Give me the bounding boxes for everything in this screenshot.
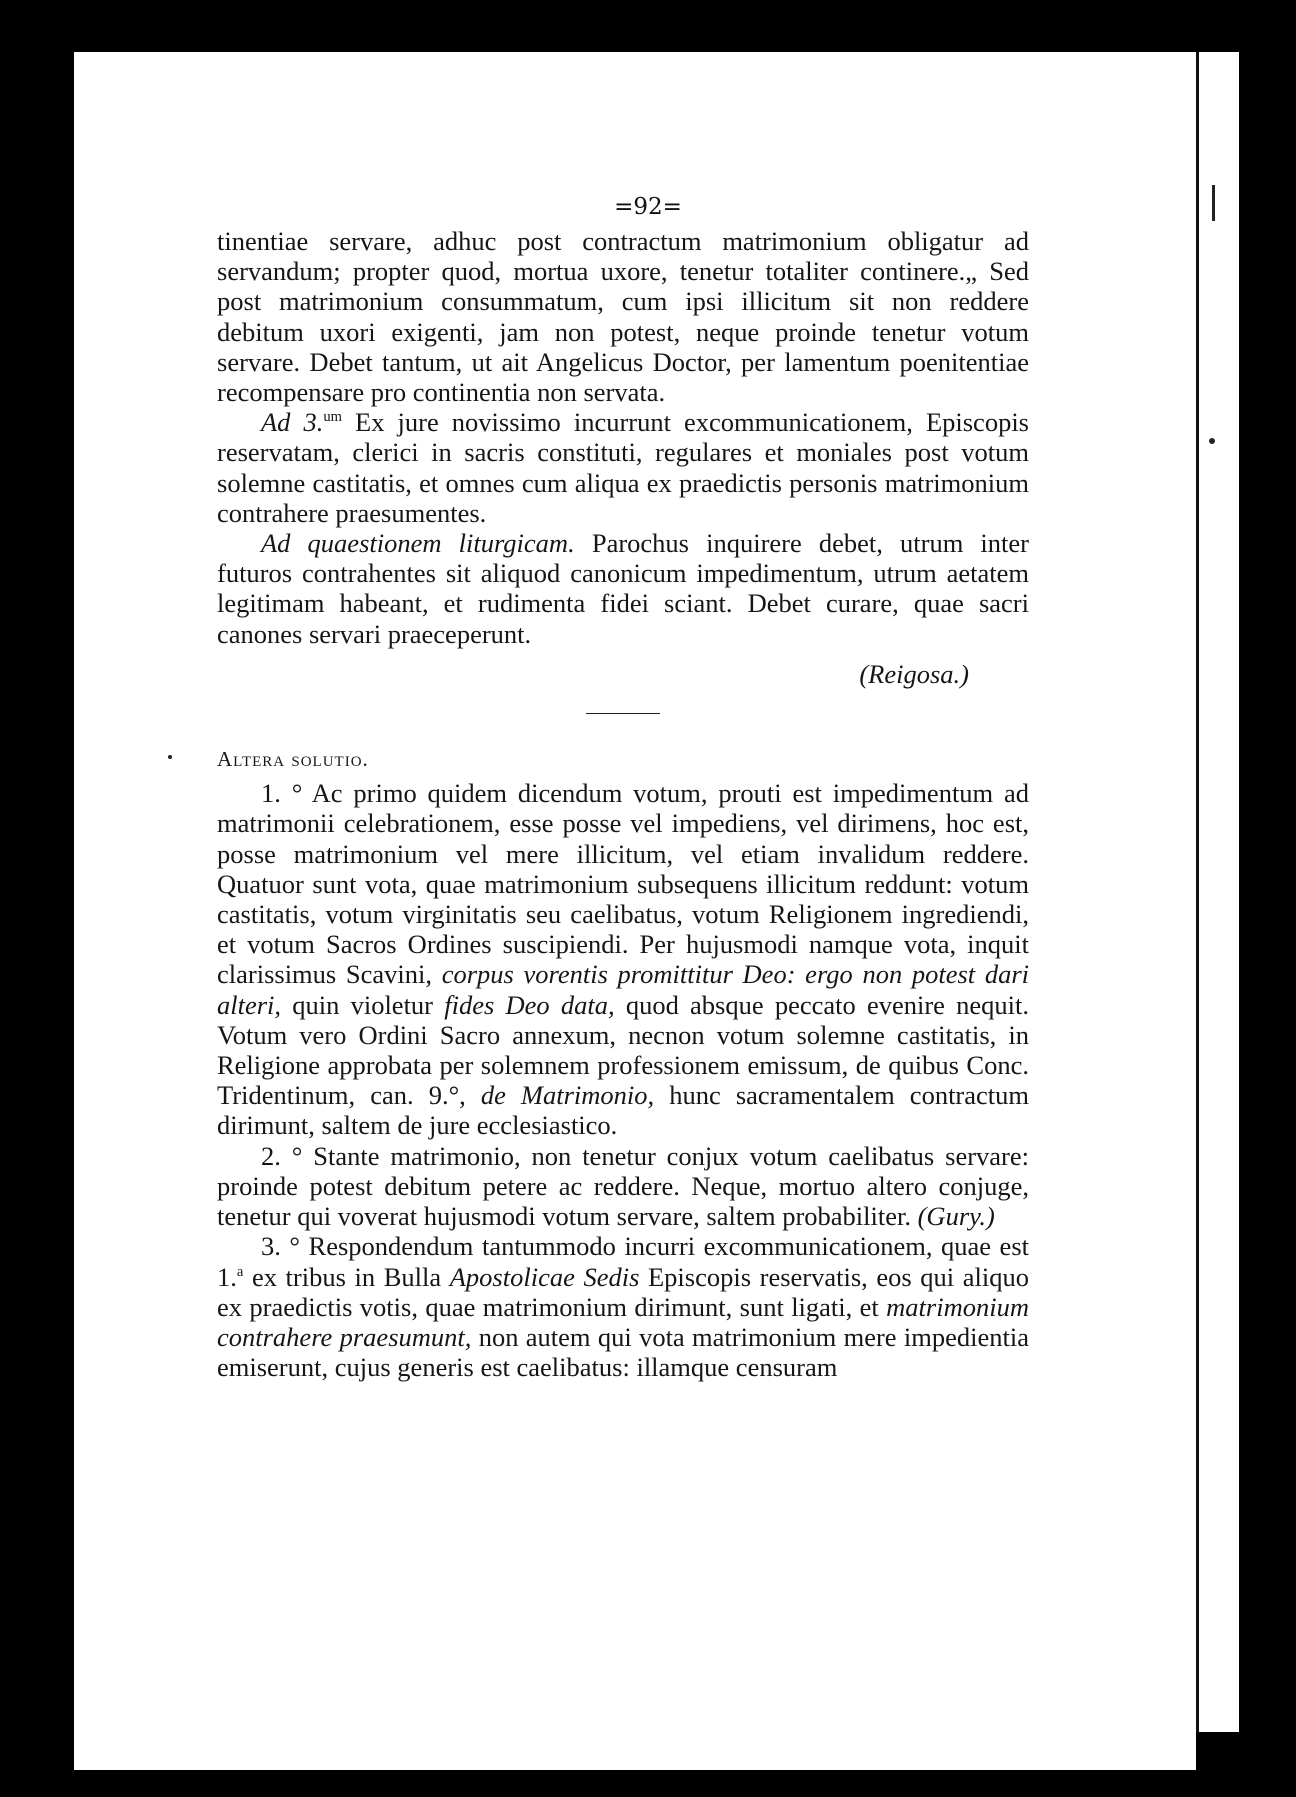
solution-point-2: 2. ° Stante matrimonio, non tenetur conjux votum caelibatus servare: proinde potest debitum petere ac reddere. Neque, mortuo altero conjuge, tenetur qui voverat hujusmodi votum servare, saltem probabiliter. (Gury.) <box>217 1140 1029 1232</box>
paragraph-liturgical <box>217 528 1029 649</box>
ad-tertium-sup: um <box>323 409 342 426</box>
author-signature: (Reigosa.) <box>859 658 969 689</box>
paragraph-continuation: tinentiae servare, adhuc post contractum matrimonium obligatur ad servandum; propter quod, mortua uxore, tenetur totaliter continere.„ Sed post matrimonium consummatum, cum ipsi illicitum sit non reddere debitum uxori exigenti, jam non potest, neque proinde tenetur votum servare. Debet tantum, ut ait Angelicus Doctor, per lamentum poenitentiae recompensare pro continentia non servata. <box>217 226 1029 408</box>
liturgical-text: Parochus inquirere debet, utrum inter futuros contrahentes sit aliquod canonicum impedimentum, utrum aetatem legitimam habeant, et rudimenta fidei sciant. Debet curare, quae sacri canones servari praeceperunt. <box>217 528 1029 649</box>
ad-tertium-text: Ex jure novissimo incurrunt excommunicationem, Episcopis reservatam, clerici in sacris constituti, regulares et moniales post votum solemne castitatis, et omnes cum aliqua ex praedictis personis matrimonium contrahere praesumentes. <box>217 407 1029 528</box>
ad-tertium-label: Ad 3. <box>261 407 324 438</box>
facing-page-edge <box>1196 52 1239 1732</box>
section-divider <box>586 713 660 714</box>
solution-point-3: 3. ° Respondendum tantummodo incurri excommunicationem, quae est 1.$^a$ ex tribus in Bulla Apostolicae Sedis Episcopis reservatis, eos qui aliquo ex praedictis votis, quae matrimonium dirimunt, sunt ligati, et matrimonium contrahere praesumunt, non autem qui vota matrimonium mere impedientia emiserunt, cujus generis est caelibatus: illamque censuram <box>217 1231 1030 1383</box>
point-1-number: 1. ° <box>261 778 312 809</box>
liturgical-label: Ad quaestionem liturgicam. <box>261 528 575 559</box>
section-heading: Altera solutio. <box>217 747 369 772</box>
point-2-number: 2. ° <box>261 1140 314 1171</box>
margin-dot <box>1209 438 1215 444</box>
point-3-number: 3. ° <box>261 1231 309 1262</box>
page-body <box>217 226 1029 1382</box>
solution-point-1: 1. ° Ac primo quidem dicendum votum, prouti est impedimentum ad matrimonii celebrationem, esse posse vel impediens, vel dirimens, hoc est, posse matrimonium vel mere illicitum, vel etiam invalidum reddere. Quatuor sunt vota, quae matrimonium subsequens illicitum reddunt: votum castitatis, votum virginitatis seu caelibatus, votum Religionem ingrediendi, et votum Sacros Ordines suscipiendi. Per hujusmodi namque vota, inquit clarissimus Scavini, corpus vorentis promittitur Deo: ergo non potest dari alteri, quin violetur fides Deo data, quod absque peccato evenire nequit. Votum vero Ordini Sacro annexum, necnon votum solemne castitatis, in Religione approbata per solemnem professionem emissum, de quibus Conc. Tridentinum, can. 9.°, de Matrimonio, hunc sacramentalem contractum dirimunt, saltem de jure ecclesiastico. <box>217 778 1030 1141</box>
paragraph-ad-tertium <box>217 407 1029 528</box>
page-number: =92= <box>614 194 682 220</box>
margin-speck <box>168 755 172 759</box>
